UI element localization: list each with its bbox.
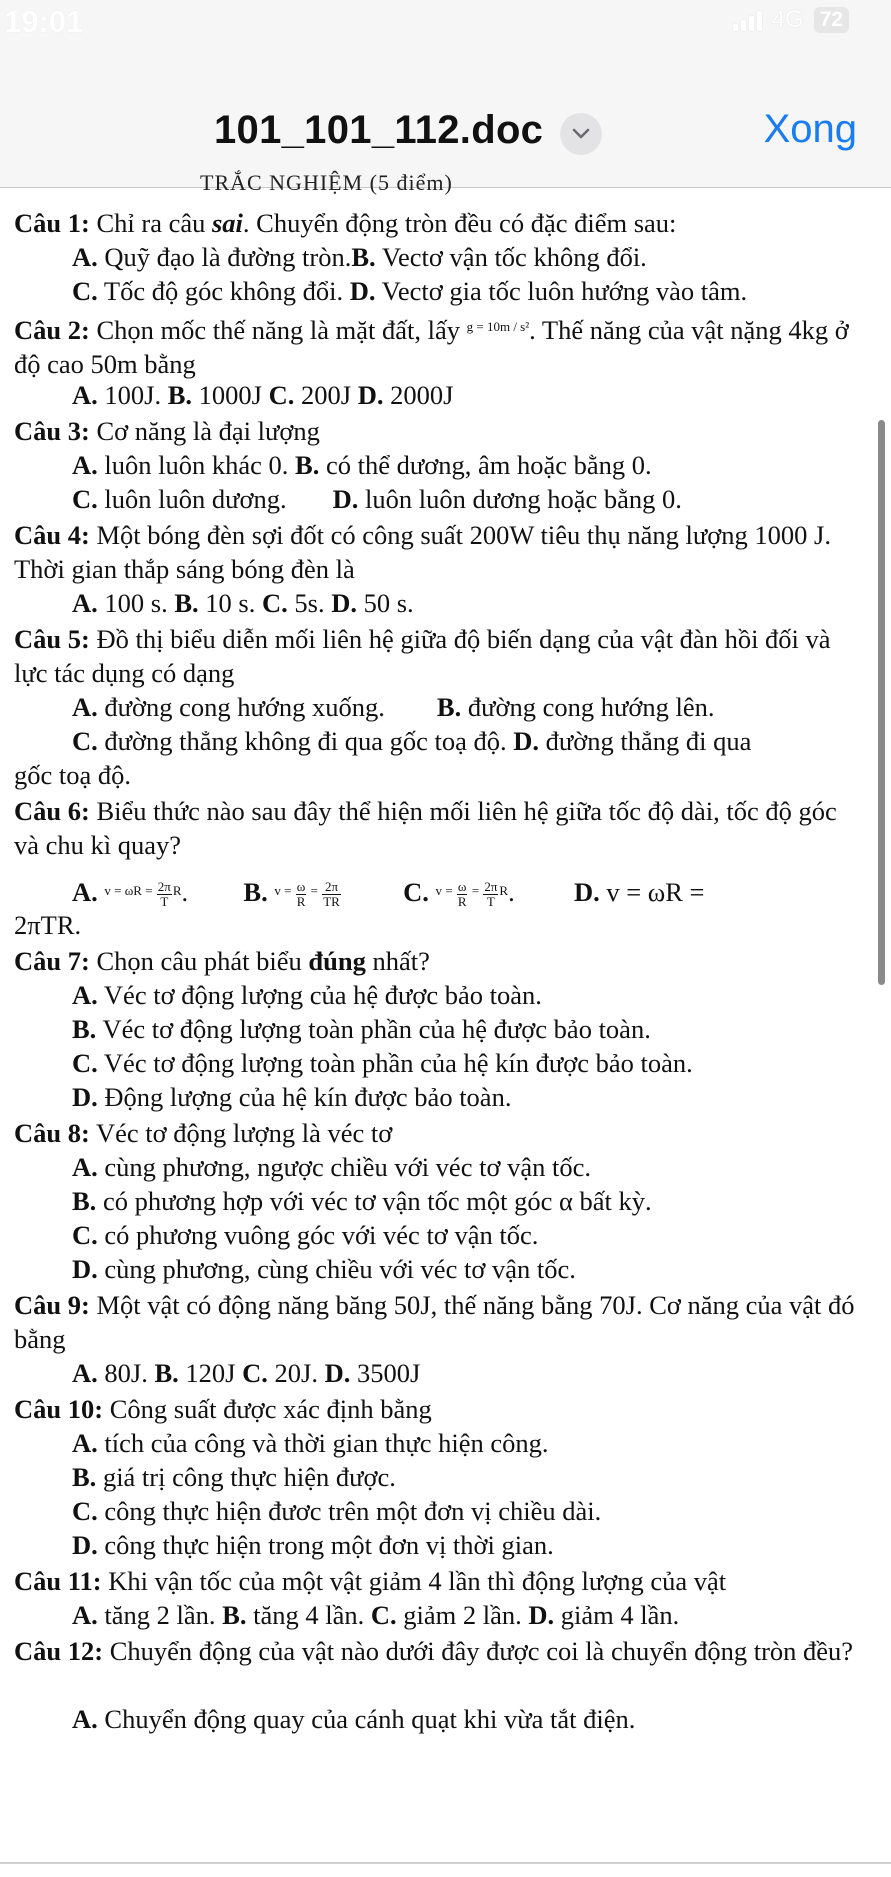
question-12-option-a: A. Chuyển động quay của cánh quạt khi vừa tắt điện. [72, 1704, 636, 1734]
status-time: 19:01 [4, 4, 84, 39]
question-3-options-cd: C. luôn luôn dương. D. luôn luôn dương hoặc bằng 0. [72, 484, 682, 514]
question-10: Câu 10: Công suất được xác định bằng [14, 1394, 432, 1424]
bottom-edge [0, 1862, 891, 1877]
question-8-option-b: B. có phương hợp với véc tơ vận tốc một góc α bất kỳ. [72, 1186, 652, 1216]
formula-g: g = 10m / s² [466, 319, 530, 334]
question-7-option-d: D. Động lượng của hệ kín được bảo toàn. [72, 1082, 512, 1112]
fraction: $\frac{2\pi}{TR}$ [323, 879, 340, 910]
question-3-options-ab: A. luôn luôn khác 0. B. có thể dương, âm hoặc bằng 0. [72, 450, 652, 480]
document-content [0, 170, 891, 1868]
question-8: Câu 8: Véc tơ động lượng là véc tơ [14, 1118, 393, 1148]
chevron-down-icon [572, 128, 590, 140]
question-1: Câu 1: Chỉ ra câu sai. Chuyển động tròn đều có đặc điểm sau: [14, 208, 677, 238]
title-menu-button[interactable] [560, 113, 602, 155]
question-7-option-b: B. Véc tơ động lượng toàn phần của hệ được bảo toàn. [72, 1014, 651, 1044]
question-10-option-d: D. công thực hiện trong một đơn vị thời gian. [72, 1530, 554, 1560]
navigation-bar [0, 44, 891, 188]
question-8-option-c: C. có phương vuông góc với véc tơ vận tốc. [72, 1220, 539, 1250]
document-title[interactable]: 101_101_112.doc [214, 108, 544, 152]
network-type: 4G [771, 6, 804, 33]
status-bar [0, 0, 891, 44]
question-5-continuation: gốc toạ độ. [14, 760, 132, 790]
fraction: $\frac{2\pi}{T}$ [484, 879, 498, 910]
question-9-options: A. 80J. B. 120J C. 20J. D. 3500J [72, 1358, 421, 1388]
question-10-option-b: B. giá trị công thực hiện được. [72, 1462, 396, 1492]
question-7-option-a: A. Véc tơ động lượng của hệ được bảo toàn. [72, 980, 542, 1010]
question-7-option-c: C. Véc tơ động lượng toàn phần của hệ kín được bảo toàn. [72, 1048, 693, 1078]
question-12: Câu 12: Chuyển động của vật nào dưới đây được coi là chuyển động tròn đều? [14, 1636, 854, 1666]
fraction: $\frac{\omega}{R}$ [457, 879, 467, 910]
question-6: Câu 6: Biểu thức nào sau đây thể hiện mối liên hệ giữa tốc độ dài, tốc độ góc và chu kì quay? [14, 796, 837, 860]
question-6-continuation: 2πTR. [14, 910, 82, 940]
question-3: Câu 3: Cơ năng là đại lượng [14, 416, 320, 446]
question-1-options-ab: A. Quỹ đạo là đường tròn.B. Vectơ vận tốc không đổi. [72, 242, 647, 272]
question-6-options: A. $^{v = \omega R =}$ $\frac{2\pi}{T}$ $^R$. B. $^{v =}$ $\frac{\omega}{R}$ = $\frac{2\pi}{TR}$ C. $^{v =}$ $\frac{\omega}{R}$ = $\frac{2\pi}{T}$ $^R$. D. v = ωR = [72, 877, 705, 910]
question-11-options: A. tăng 2 lần. B. tăng 4 lần. C. giảm 2 lần. D. giảm 4 lần. [72, 1600, 680, 1630]
question-10-option-a: A. tích của công và thời gian thực hiện công. [72, 1428, 549, 1458]
done-button[interactable]: Xong [763, 107, 857, 151]
question-10-option-c: C. công thực hiện đươc trên một đơn vị chiều dài. [72, 1496, 602, 1526]
fraction: $\frac{2\pi}{T}$ [157, 879, 171, 910]
fraction: $\frac{\omega}{R}$ [296, 879, 306, 910]
question-1-options-cd: C. Tốc độ góc không đổi. D. Vectơ gia tốc luôn hướng vào tâm. [72, 276, 748, 306]
question-8-option-a: A. cùng phương, ngược chiều với véc tơ vận tốc. [72, 1152, 591, 1182]
question-2: Câu 2: Chọn mốc thế năng là mặt đất, lấy $^{g = 10m / s^2}$. Thế năng của vật nặng 4kg ở độ cao 50m bằng [14, 315, 849, 379]
question-4: Câu 4: Một bóng đèn sợi đốt có công suất 200W tiêu thụ năng lượng 1000 J. Thời gian thắp sáng bóng đèn là [14, 520, 831, 584]
battery-icon: 72 [814, 7, 849, 33]
question-5-options-ab: A. đường cong hướng xuống. B. đường cong hướng lên. [72, 692, 715, 722]
signal-icon [733, 9, 762, 31]
section-heading-cut: TRẮC NGHIỆM (5 điểm) [200, 170, 453, 195]
question-2-options: A. 100J. B. 1000J C. 200J D. 2000J [72, 380, 454, 410]
question-5-options-cd: C. đường thẳng không đi qua gốc toạ độ. D. đường thẳng đi qua [72, 726, 752, 756]
question-8-option-d: D. cùng phương, cùng chiều với véc tơ vận tốc. [72, 1254, 576, 1284]
question-11: Câu 11: Khi vận tốc của một vật giảm 4 lần thì động lượng của vật [14, 1566, 727, 1596]
question-7: Câu 7: Chọn câu phát biểu đúng nhất? [14, 946, 430, 976]
question-5: Câu 5: Đồ thị biểu diễn mối liên hệ giữa độ biến dạng của vật đàn hồi đối và lực tác dụng có dạng [14, 624, 831, 688]
scrollbar[interactable] [878, 420, 885, 985]
question-9: Câu 9: Một vật có động năng băng 50J, thế năng bằng 70J. Cơ năng của vật đó bằng [14, 1290, 855, 1354]
question-4-options: A. 100 s. B. 10 s. C. 5s. D. 50 s. [72, 588, 414, 618]
status-indicators [733, 6, 849, 34]
